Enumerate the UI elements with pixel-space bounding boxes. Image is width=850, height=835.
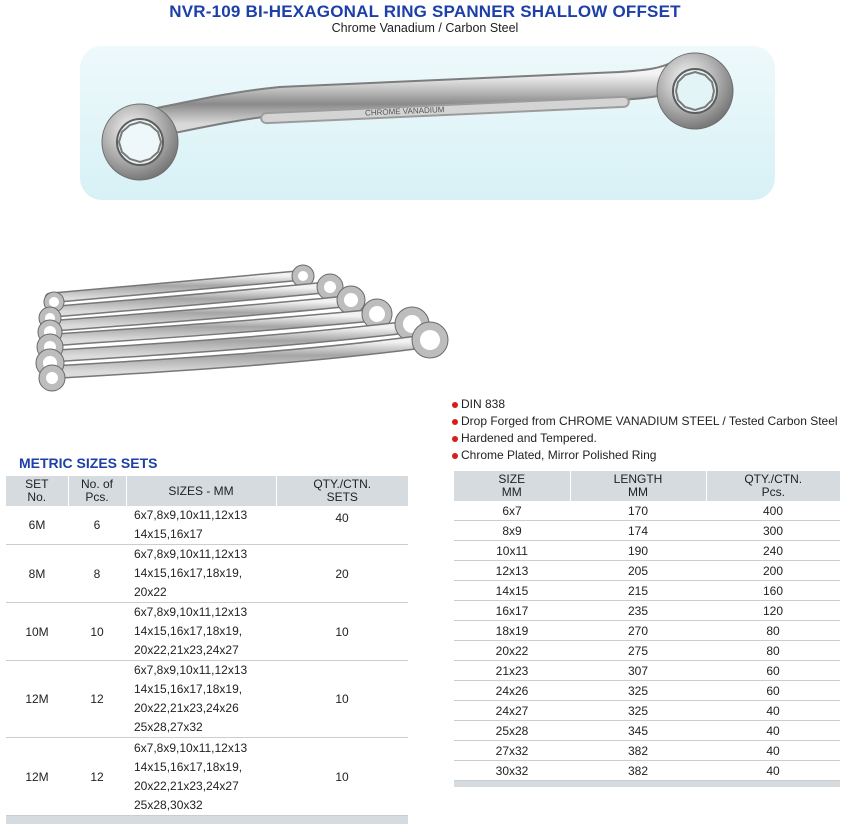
feature-list bbox=[452, 396, 838, 464]
cell-qty: 10 bbox=[276, 661, 408, 738]
wrench-set-image bbox=[20, 262, 450, 392]
metric-sets-title: METRIC SIZES SETS bbox=[19, 455, 158, 471]
cell-length: 215 bbox=[570, 581, 706, 601]
cell-pcs: 12 bbox=[68, 661, 126, 738]
table-footer-bar bbox=[454, 781, 840, 788]
cell-qty: 60 bbox=[706, 661, 840, 681]
cell-length: 205 bbox=[570, 561, 706, 581]
cell-qty: 120 bbox=[706, 601, 840, 621]
cell-length: 382 bbox=[570, 761, 706, 781]
cell-qty: 20 bbox=[276, 545, 408, 603]
cell-set: 12M bbox=[6, 738, 68, 816]
cell-length: 174 bbox=[570, 521, 706, 541]
cell-qty: 80 bbox=[706, 641, 840, 661]
cell-length: 325 bbox=[570, 681, 706, 701]
cell-size: 6x7 bbox=[454, 501, 570, 521]
feature-text: Chrome Plated, Mirror Polished Ring bbox=[461, 448, 657, 462]
cell-size: 20x22 bbox=[454, 641, 570, 661]
cell-qty: 40 bbox=[706, 721, 840, 741]
cell-qty: 40 bbox=[276, 506, 408, 545]
header-set-no: SET No. bbox=[6, 476, 68, 506]
cell-size: 10x11 bbox=[454, 541, 570, 561]
cell-set: 10M bbox=[6, 603, 68, 661]
cell-length: 307 bbox=[570, 661, 706, 681]
cell-qty: 400 bbox=[706, 501, 840, 521]
cell-sizes: 6x7,8x9,10x11,12x13 14x15,16x17 bbox=[126, 506, 276, 545]
page-title: NVR-109 BI-HEXAGONAL RING SPANNER SHALLOW OFFSET bbox=[169, 2, 681, 21]
cell-pcs: 12 bbox=[68, 738, 126, 816]
header-length: LENGTH MM bbox=[570, 471, 706, 501]
cell-length: 382 bbox=[570, 741, 706, 761]
cell-length: 170 bbox=[570, 501, 706, 521]
feature-text: Drop Forged from CHROME VANADIUM STEEL / Tested Carbon Steel bbox=[461, 414, 838, 428]
cell-size: 18x19 bbox=[454, 621, 570, 641]
feature-text: Hardened and Tempered. bbox=[461, 431, 597, 445]
feature-item bbox=[452, 430, 838, 447]
cell-qty: 80 bbox=[706, 621, 840, 641]
cell-qty: 160 bbox=[706, 581, 840, 601]
table-row bbox=[454, 581, 840, 601]
cell-qty: 40 bbox=[706, 761, 840, 781]
table-row bbox=[454, 661, 840, 681]
size-length-table bbox=[454, 471, 840, 787]
table-row bbox=[454, 741, 840, 761]
table-row bbox=[454, 561, 840, 581]
cell-set: 6M bbox=[6, 506, 68, 545]
table-row bbox=[454, 721, 840, 741]
cell-pcs: 6 bbox=[68, 506, 126, 545]
table-row bbox=[454, 601, 840, 621]
feature-text: DIN 838 bbox=[461, 397, 506, 411]
cell-size: 25x28 bbox=[454, 721, 570, 741]
table-header-row bbox=[6, 476, 408, 506]
table-row bbox=[6, 661, 408, 738]
table-row bbox=[454, 701, 840, 721]
cell-set: 8M bbox=[6, 545, 68, 603]
cell-qty: 10 bbox=[276, 603, 408, 661]
table-row bbox=[6, 506, 408, 545]
feature-item bbox=[452, 396, 838, 413]
table-row bbox=[454, 501, 840, 521]
metric-sets-table bbox=[6, 476, 408, 824]
bullet-icon bbox=[452, 402, 458, 408]
cell-size: 14x15 bbox=[454, 581, 570, 601]
table-row bbox=[6, 545, 408, 603]
table-row bbox=[454, 641, 840, 661]
cell-sizes: 6x7,8x9,10x11,12x13 14x15,16x17,18x19, 20x22 bbox=[126, 545, 276, 603]
header-qty-pcs: QTY./CTN. Pcs. bbox=[706, 471, 840, 501]
header-sizes: SIZES - MM bbox=[126, 476, 276, 506]
cell-size: 24x27 bbox=[454, 701, 570, 721]
cell-sizes: 6x7,8x9,10x11,12x13 14x15,16x17,18x19, 20x22,21x23,24x27 25x28,30x32 bbox=[126, 738, 276, 816]
table-row bbox=[454, 761, 840, 781]
cell-qty: 10 bbox=[276, 738, 408, 816]
table-row bbox=[6, 603, 408, 661]
cell-size: 21x23 bbox=[454, 661, 570, 681]
cell-size: 16x17 bbox=[454, 601, 570, 621]
page-subtitle: Chrome Vanadium / Carbon Steel bbox=[331, 21, 519, 35]
cell-qty: 40 bbox=[706, 741, 840, 761]
cell-sizes: 6x7,8x9,10x11,12x13 14x15,16x17,18x19, 20x22,21x23,24x26 25x28,27x32 bbox=[126, 661, 276, 738]
cell-size: 8x9 bbox=[454, 521, 570, 541]
bullet-icon bbox=[452, 453, 458, 459]
cell-length: 325 bbox=[570, 701, 706, 721]
cell-set: 12M bbox=[6, 661, 68, 738]
cell-length: 235 bbox=[570, 601, 706, 621]
cell-size: 30x32 bbox=[454, 761, 570, 781]
table-row bbox=[454, 541, 840, 561]
cell-pcs: 8 bbox=[68, 545, 126, 603]
table-row bbox=[454, 681, 840, 701]
cell-size: 12x13 bbox=[454, 561, 570, 581]
bullet-icon bbox=[452, 436, 458, 442]
table-row bbox=[6, 738, 408, 816]
feature-item bbox=[452, 413, 838, 430]
header-pcs: No. of Pcs. bbox=[68, 476, 126, 506]
cell-qty: 40 bbox=[706, 701, 840, 721]
hero-wrench-image bbox=[80, 46, 775, 200]
cell-pcs: 10 bbox=[68, 603, 126, 661]
table-row bbox=[454, 621, 840, 641]
cell-length: 270 bbox=[570, 621, 706, 641]
feature-item bbox=[452, 447, 838, 464]
cell-sizes: 6x7,8x9,10x11,12x13 14x15,16x17,18x19, 20x22,21x23,24x27 bbox=[126, 603, 276, 661]
table-row bbox=[454, 521, 840, 541]
bullet-icon bbox=[452, 419, 458, 425]
cell-length: 275 bbox=[570, 641, 706, 661]
engraving-text: CHROME VANADIUM bbox=[364, 105, 445, 118]
cell-qty: 240 bbox=[706, 541, 840, 561]
cell-length: 345 bbox=[570, 721, 706, 741]
table-footer-bar bbox=[6, 816, 408, 825]
header-qty: QTY./CTN. SETS bbox=[276, 476, 408, 506]
cell-qty: 300 bbox=[706, 521, 840, 541]
table-header-row bbox=[454, 471, 840, 501]
cell-qty: 200 bbox=[706, 561, 840, 581]
wrench-set-group bbox=[36, 265, 448, 391]
cell-qty: 60 bbox=[706, 681, 840, 701]
cell-length: 190 bbox=[570, 541, 706, 561]
cell-size: 24x26 bbox=[454, 681, 570, 701]
header-size: SIZE MM bbox=[454, 471, 570, 501]
cell-size: 27x32 bbox=[454, 741, 570, 761]
